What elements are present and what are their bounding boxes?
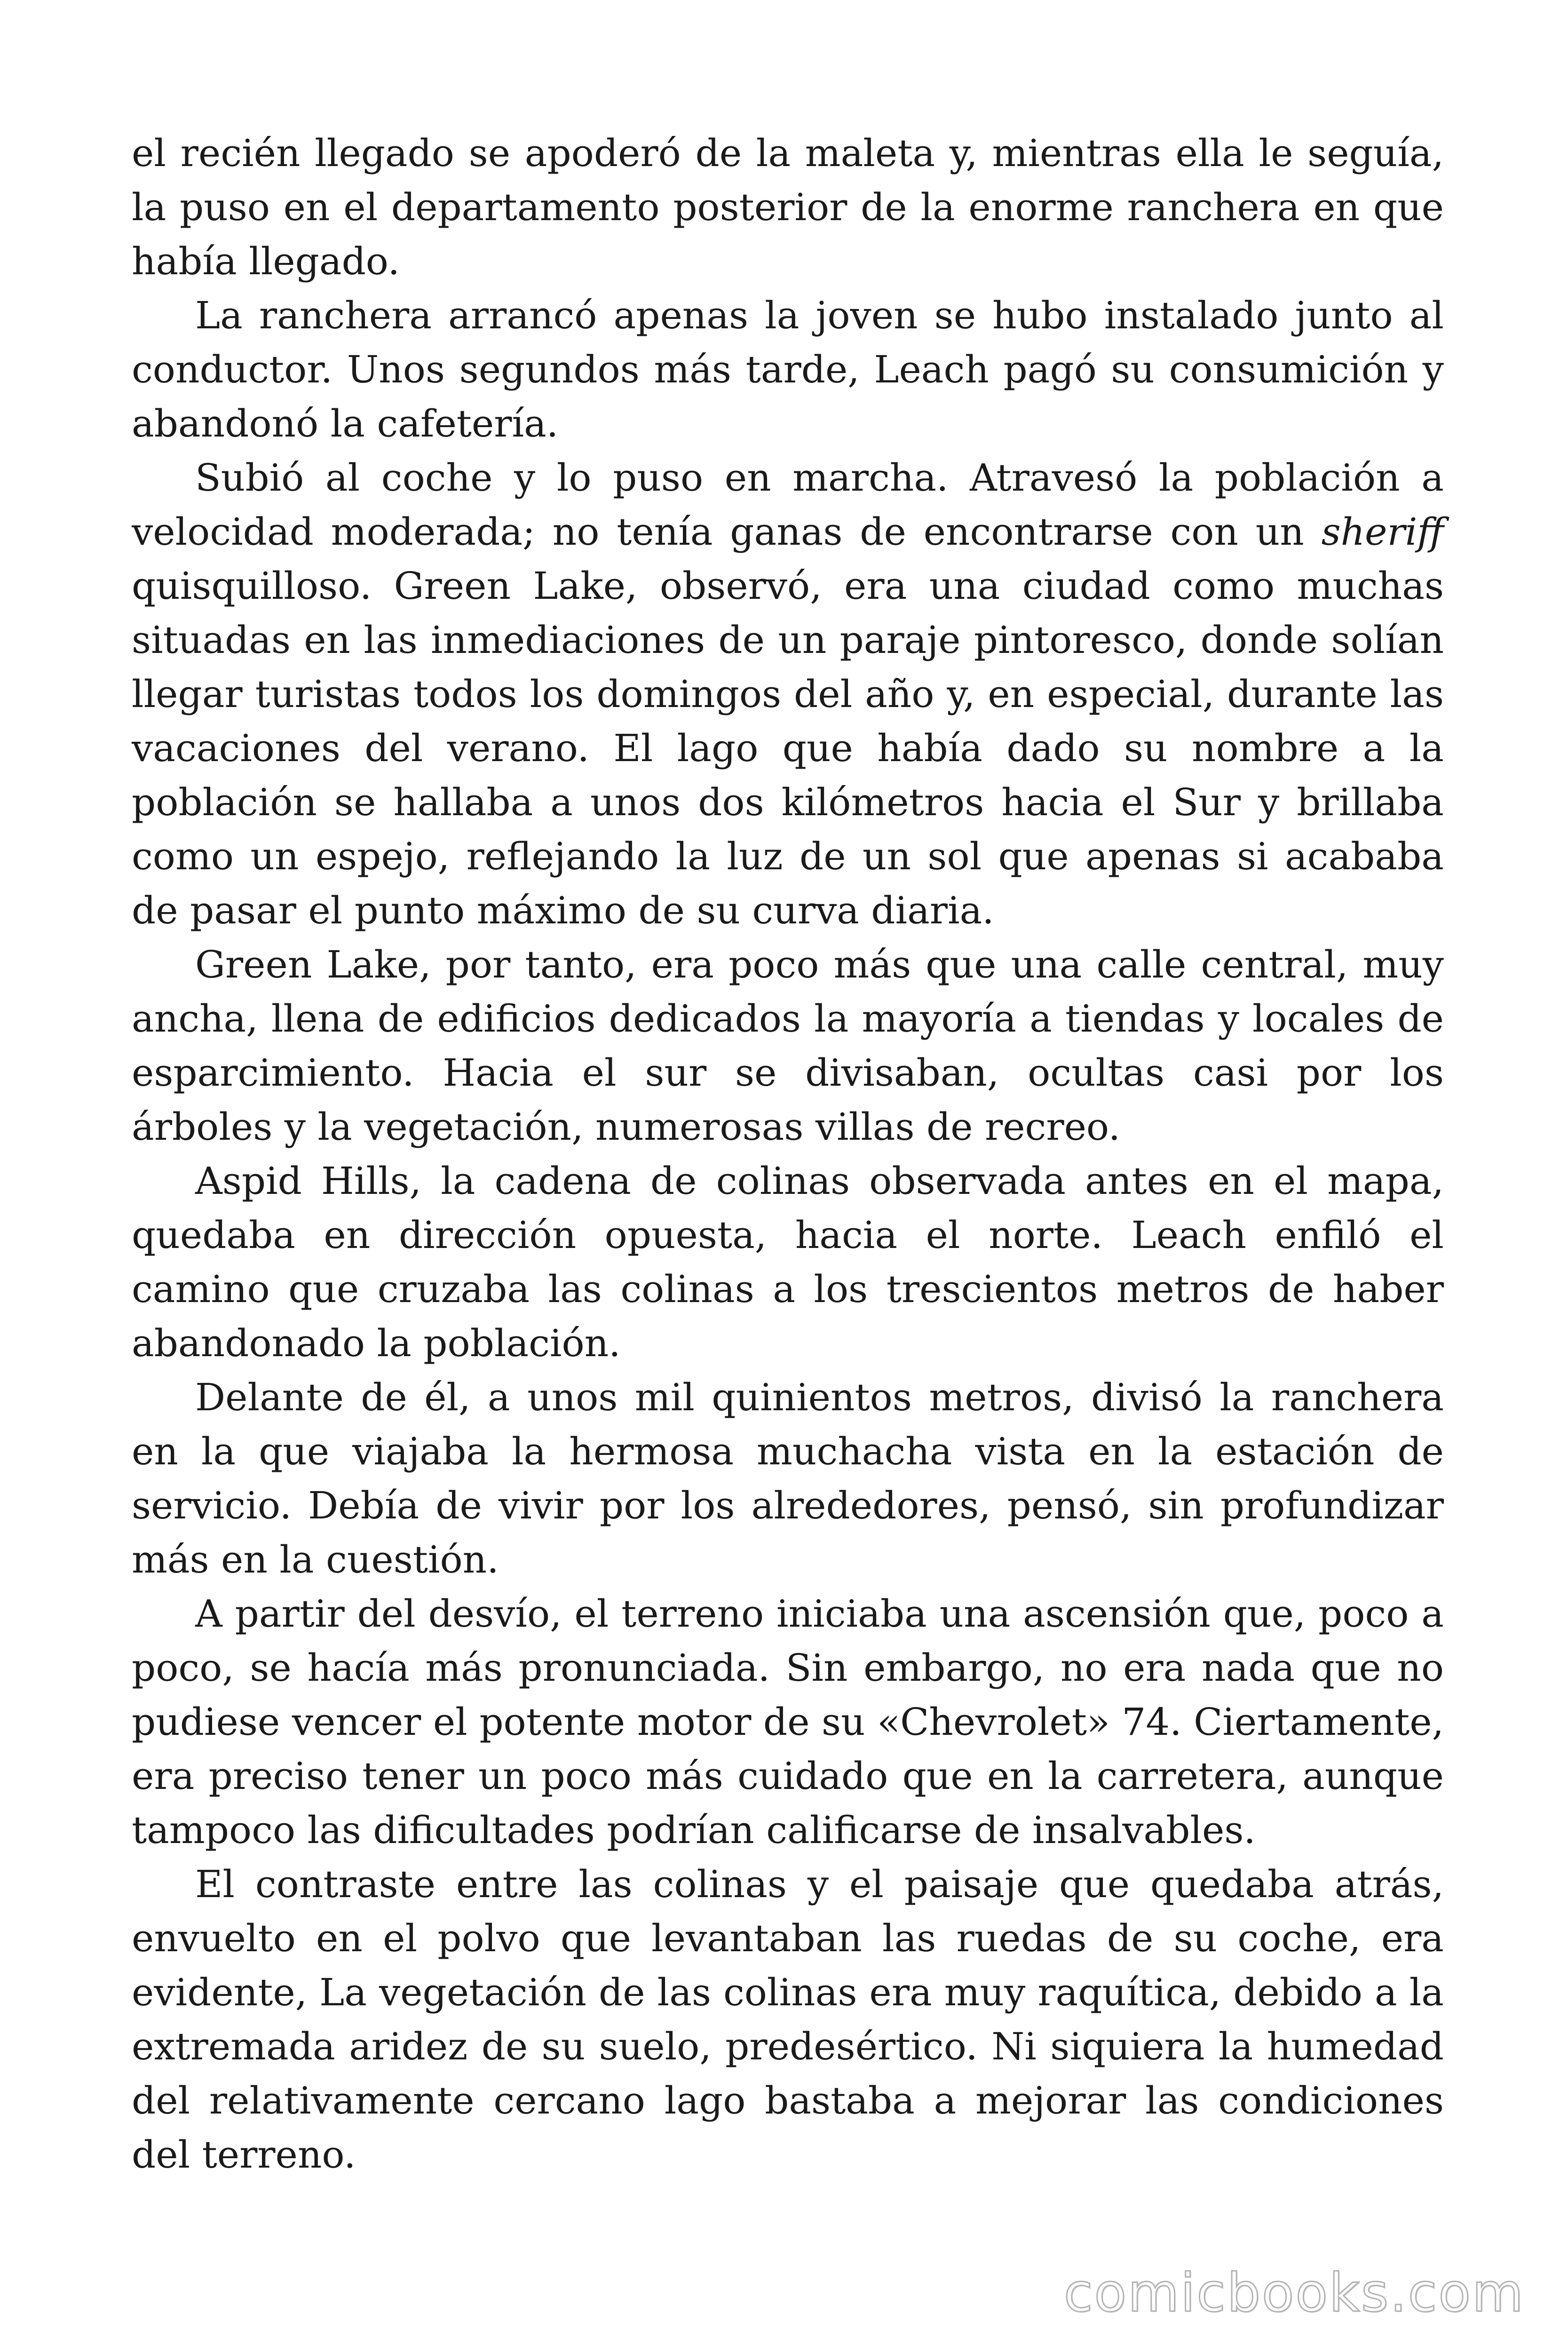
paragraph-text: el recién llegado se apoderó de la maleta y, mientras ella le seguía, la puso en el departamento posterior de la enorme ranchera en que había llegado. <box>132 131 1444 283</box>
paragraph <box>132 1857 1444 2182</box>
paragraph <box>132 1587 1444 1857</box>
paragraph-text: Aspid Hills, la cadena de colinas observada antes en el mapa, quedaba en dirección opuesta, hacia el norte. Leach enfiló el camino que cruzaba las colinas a los trescientos metros de haber abandonado la población. <box>132 1159 1444 1365</box>
paragraph-text: Green Lake, por tanto, era poco más que una calle central, muy ancha, llena de edificios dedicados la mayoría a tiendas y locales de esparcimiento. Hacia el sur se divisaban, ocultas casi por los árboles y la vegetación, numerosas villas de recreo. <box>132 943 1444 1149</box>
paragraph <box>132 938 1444 1154</box>
page-body <box>132 126 1444 2182</box>
paragraph-text: Delante de él, a unos mil quinientos metros, divisó la ranchera en la que viajaba la hermosa muchacha vista en la estación de servicio. Debía de vivir por los alrededores, pensó, sin profundizar más en la cuestión. <box>132 1375 1444 1581</box>
italic-term: sheriff <box>1321 510 1444 554</box>
paragraph-text: Subió al coche y lo puso en marcha. Atravesó la población a velocidad moderada; no tenía ganas de encontrarse con un <box>132 456 1444 554</box>
paragraph-text: quisquilloso. Green Lake, observó, era una ciudad como muchas situadas en las inmediaciones de un paraje pintoresco, donde solían llegar turistas todos los domingos del año y, en especial, durante las vacaciones del verano. El lago que había dado su nombre a la población se hallaba a unos dos kilómetros hacia el Sur y brillaba como un espejo, reflejando la luz de un sol que apenas si acababa de pasar el punto máximo de su curva diaria. <box>132 564 1444 932</box>
paragraph <box>132 288 1444 451</box>
paragraph-text: A partir del desvío, el terreno iniciaba una ascensión que, poco a poco, se hacía más pronunciada. Sin embargo, no era nada que no pudiese vencer el potente motor de su «Chevrolet» 74. Ciertamente, era preciso tener un poco más cuidado que en la carretera, aunque tampoco las dificultades podrían calificarse de insalvables. <box>132 1592 1444 1852</box>
paragraph <box>132 451 1444 938</box>
paragraph <box>132 1370 1444 1587</box>
watermark: comicbooks.com <box>1063 2263 1525 2324</box>
paragraph-text: El contraste entre las colinas y el paisaje que quedaba atrás, envuelto en el polvo que levantaban las ruedas de su coche, era evidente, La vegetación de las colinas era muy raquítica, debido a la extremada aridez de su suelo, predesértico. Ni siquiera la humedad del relativamente cercano lago bastaba a mejorar las condiciones del terreno. <box>132 1862 1444 2177</box>
paragraph <box>132 126 1444 288</box>
paragraph <box>132 1154 1444 1370</box>
paragraph-text: La ranchera arrancó apenas la joven se hubo instalado junto al conductor. Unos segundos más tarde, Leach pagó su consumición y abandonó la cafetería. <box>132 294 1444 445</box>
